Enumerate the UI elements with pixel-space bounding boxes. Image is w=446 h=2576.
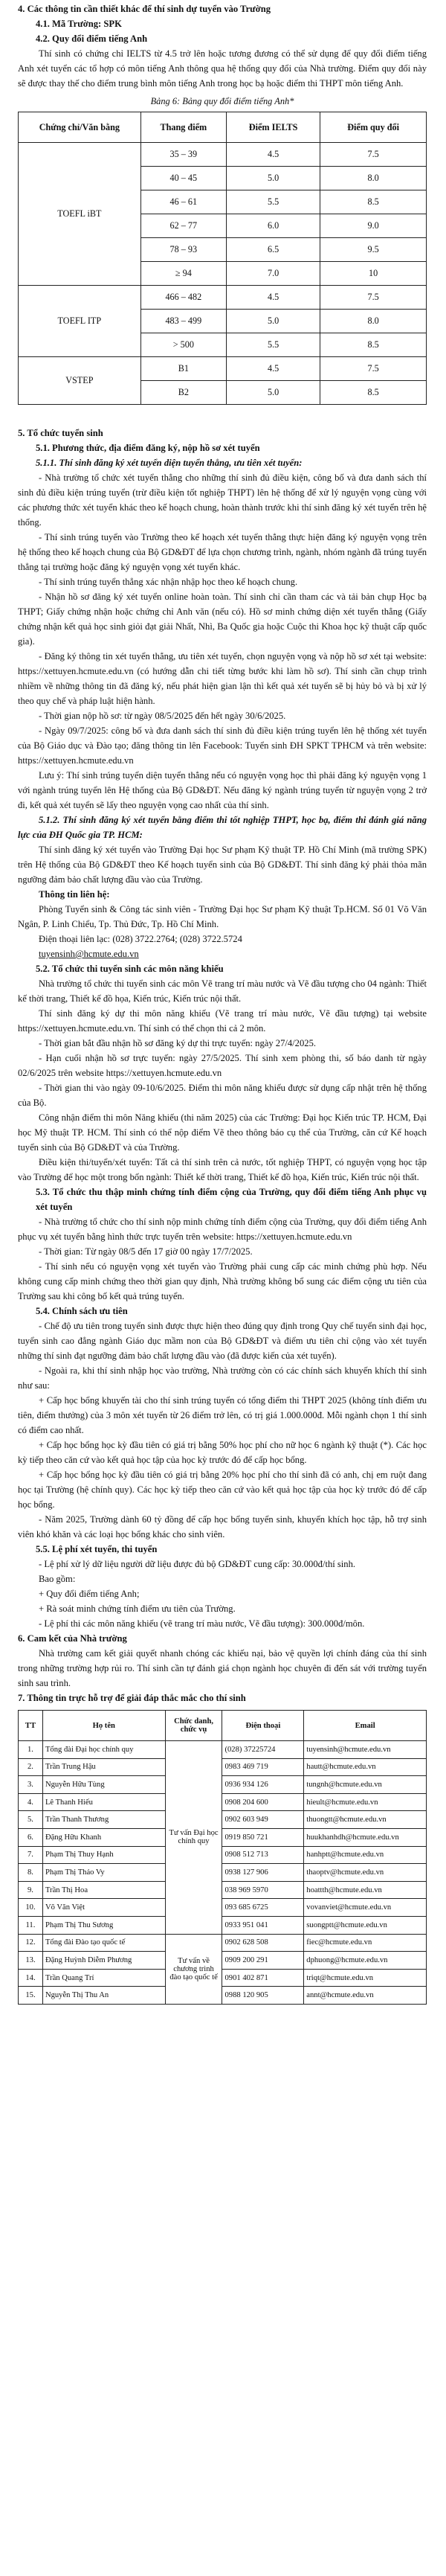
cert-name-cell: TOEFL iBT (19, 143, 141, 286)
section-5-1-title: 5.1. Phương thức, địa điểm đăng ký, nộp hồ sơ xét tuyển (36, 443, 260, 453)
support-phone-cell: 0938 127 906 (222, 1864, 304, 1882)
paragraph: - Hạn cuối nhận hồ sơ trực tuyến: ngày 27/5/2025. Thí sinh xem phòng thi, số báo danh từ ngày 02/6/2025 trên website https://xettuyen.hcmute.edu.vn (18, 1053, 427, 1078)
scale-cell: 40 – 45 (140, 167, 226, 190)
table-header-ielts: Điểm IELTS (226, 112, 320, 143)
support-phone-cell: 0908 512 713 (222, 1846, 304, 1864)
converted-cell: 8.0 (320, 167, 427, 190)
support-phone-cell: 0936 934 126 (222, 1776, 304, 1794)
support-phone-cell: 0909 200 291 (222, 1952, 304, 1970)
cert-name-cell: TOEFL ITP (19, 286, 141, 357)
support-table-row (19, 1828, 427, 1846)
paragraph: - Thời gian thi vào ngày 09-10/6/2025. Điểm thi môn năng khiếu được sử dụng cấp nhật trên hệ thống của Bộ. (18, 1083, 427, 1108)
support-name-cell: Nguyễn Thị Thu An (42, 1987, 165, 2005)
support-tt-cell: 12. (19, 1934, 43, 1952)
support-table-row (19, 1793, 427, 1811)
support-tt-cell: 14. (19, 1969, 43, 1987)
support-email-cell[interactable]: thaoptv@hcmute.edu.vn (304, 1864, 427, 1882)
support-email-cell[interactable]: triqt@hcmute.edu.vn (304, 1969, 427, 1987)
support-tt-cell: 1. (19, 1741, 43, 1759)
paragraph: - Lệ phí thi các môn năng khiếu (vẽ trang trí màu nước, Vẽ đầu tượng): 300.000đ/môn. (39, 1618, 365, 1629)
support-name-cell: Phạm Thị Thảo Vy (42, 1864, 165, 1882)
support-tt-cell: 3. (19, 1776, 43, 1794)
support-table-row (19, 1741, 427, 1759)
support-email-cell[interactable]: annt@hcmute.edu.vn (304, 1987, 427, 2005)
support-phone-cell: 038 969 5970 (222, 1881, 304, 1899)
support-role-cell: Tư vấn về chương trình đào tạo quốc tế (165, 1934, 222, 2004)
converted-cell: 8.5 (320, 381, 427, 405)
paragraph: - Ngoài ra, khi thí sinh nhập học vào trường, Nhà trường còn có các chính sách khuyến khích thí sinh như sau: (18, 1365, 427, 1391)
scale-cell: 466 – 482 (140, 286, 226, 310)
support-name-cell: Võ Văn Việt (42, 1899, 165, 1917)
table-header-scale: Thang điểm (140, 112, 226, 143)
cert-name-cell: VSTEP (19, 357, 141, 405)
support-email-cell[interactable]: hanhptt@hcmute.edu.vn (304, 1846, 427, 1864)
school-code-heading: 4.1. Mã Trường: SPK (36, 19, 122, 29)
scale-cell: 483 – 499 (140, 310, 226, 333)
support-email-cell[interactable]: hieult@hcmute.edu.vn (304, 1793, 427, 1811)
support-table-row (19, 1758, 427, 1776)
support-name-cell: Đặng Huỳnh Diễm Phương (42, 1952, 165, 1970)
converted-cell: 8.5 (320, 190, 427, 214)
support-name-cell: Tổng đài Đại học chính quy (42, 1741, 165, 1759)
ielts-cell: 5.5 (226, 190, 320, 214)
scale-cell: B1 (140, 357, 226, 381)
ielts-cell: 4.5 (226, 357, 320, 381)
support-tt-cell: 7. (19, 1846, 43, 1864)
support-tt-cell: 6. (19, 1828, 43, 1846)
scale-cell: > 500 (140, 333, 226, 357)
paragraph: - Chế độ ưu tiên trong tuyển sinh được thực hiện theo đúng quy định trong Quy chế tuyển sinh đại học, tuyển sinh cao đẳng ngành Giáo dục mầm non của Bộ GD&ĐT và điểm ưu tiên chỉ cộng vào xét tuyển những thí sinh đạt ngưỡng đảm bảo chất lượng đầu vào (đã được kiến của xét tuyển). (18, 1321, 427, 1361)
paragraph: - Thời gian nộp hồ sơ: từ ngày 08/5/2025 đến hết ngày 30/6/2025. (39, 711, 286, 721)
support-role-cell: Tư vấn Đại học chính quy (165, 1741, 222, 1935)
converted-cell: 9.5 (320, 238, 427, 262)
support-email-cell[interactable]: hautt@hcmute.edu.vn (304, 1758, 427, 1776)
support-name-cell: Trần Thị Hoa (42, 1881, 165, 1899)
converted-cell: 7.5 (320, 357, 427, 381)
english-conversion-heading: 4.2. Quy đổi điểm tiếng Anh (36, 33, 148, 44)
support-table-row (19, 1952, 427, 1970)
section-5-1-2-title: 5.1.2. Thí sinh đăng ký xét tuyển bằng điểm thi tốt nghiệp THPT, học bạ, điểm thi đánh giá năng lực của ĐH Quốc gia TP. HCM: (18, 815, 427, 840)
contact-address: Phòng Tuyển sinh & Công tác sinh viên - Trường Đại học Sư phạm Kỹ thuật Tp.HCM. Số 01 Võ Văn Ngân, P. Linh Chiểu, Tp. Thủ Đức, Tp. Hồ Chí Minh. (18, 904, 427, 929)
support-phone-cell: 0919 850 721 (222, 1828, 304, 1846)
support-header-role: Chức danh, chức vụ (165, 1711, 222, 1741)
support-tt-cell: 10. (19, 1899, 43, 1917)
support-email-cell[interactable]: tuyensinh@hcmute.edu.vn (304, 1741, 427, 1759)
scale-cell: 35 – 39 (140, 143, 226, 167)
support-email-cell[interactable]: tungnh@hcmute.edu.vn (304, 1776, 427, 1794)
english-conversion-table (18, 112, 427, 405)
support-table-row (19, 1776, 427, 1794)
support-name-cell: Phạm Thị Thuy Hạnh (42, 1846, 165, 1864)
table-header-cert: Chứng chỉ/Văn bằng (19, 112, 141, 143)
support-tt-cell: 4. (19, 1793, 43, 1811)
paragraph: - Thí sinh trúng tuyển thẳng xác nhận nhập học theo kế hoạch chung. (39, 577, 298, 587)
support-contact-table (18, 1710, 427, 2005)
support-tt-cell: 8. (19, 1864, 43, 1882)
ielts-cell: 4.5 (226, 286, 320, 310)
support-tt-cell: 11. (19, 1916, 43, 1934)
paragraph: Thí sinh đăng ký dự thi môn năng khiếu (Vẽ trang trí màu nước, Vẽ đầu tượng) tại website https://xettuyen.hcmute.edu.vn. Thí sinh có thể chọn thi cả 2 môn. (18, 1008, 427, 1034)
paragraph: + Cấp học bổng khuyến tài cho thí sinh trúng tuyển có tổng điểm thi THPT 2025 (không tính điểm ưu tiên, điểm thưởng) của 3 môn xét tuyển từ 26 điểm trở lên, có trị giá 1.000.000đ. Mỗi ngành chọn 1 thí sinh có điểm cao nhất. (18, 1395, 427, 1435)
ielts-cell: 5.5 (226, 333, 320, 357)
support-email-cell[interactable]: suongptt@hcmute.edu.vn (304, 1916, 427, 1934)
support-table-row (19, 1969, 427, 1987)
paragraph: + Rà soát minh chứng tính điểm ưu tiên của Trường. (39, 1603, 236, 1614)
support-phone-cell: 093 685 6725 (222, 1899, 304, 1917)
ielts-cell: 5.0 (226, 167, 320, 190)
support-table-row (19, 1934, 427, 1952)
converted-cell: 10 (320, 262, 427, 286)
paragraph: - Nhà trường tổ chức xét tuyển thẳng cho những thí sinh đủ điều kiện, công bố và đưa danh sách thí sinh đủ điều kiện trúng tuyển (trừ điều kiện tốt nghiệp THPT) lên hệ thống để xử lý nguyện vọng cùng với các phương thức xét tuyển khác theo kế hoạch chung, hoàn thành trước khi thí sinh đăng ký xét tuyển trên hệ thống. (18, 472, 427, 528)
support-table-row (19, 1864, 427, 1882)
ielts-cell: 6.5 (226, 238, 320, 262)
contact-phone: Điện thoại liên lạc: (028) 3722.2764; (028) 3722.5724 (39, 934, 242, 944)
paragraph: - Nhà trường tổ chức cho thí sinh nộp minh chứng tính điểm cộng của Trường, quy đổi điểm tiếng Anh phục vụ xét tuyển bằng hình thức trực tuyến trên website: https://xettuyen.hcmute.edu.vn (18, 1217, 427, 1242)
table-6-caption: Bảng 6: Bảng quy đổi điểm tiếng Anh* (150, 96, 294, 106)
support-phone-cell: 0933 951 041 (222, 1916, 304, 1934)
paragraph: - Nhận hồ sơ đăng ký xét tuyển online hoàn toàn. Thí sinh chỉ cần tham các và tải bản chụp Học bạ THPT; Giấy chứng nhận hoặc chứng chỉ Anh văn (nếu có). Hồ sơ minh chứng diện xét tuyển thẳng (Giấy chứng nhận kết quả học sinh giỏi đạt giải Nhất, Nhì, Ba Quốc gia hoặc Cuộc thi Khoa học kỹ thuật cấp quốc gia). (18, 592, 427, 647)
support-tt-cell: 5. (19, 1811, 43, 1829)
section-7-title: 7. Thông tin trực hỗ trợ để giải đáp thắc mắc cho thí sinh (18, 1693, 246, 1703)
support-table-row (19, 1811, 427, 1829)
support-phone-cell: 0983 469 719 (222, 1758, 304, 1776)
ielts-cell: 7.0 (226, 262, 320, 286)
support-table-row (19, 1987, 427, 2005)
paragraph: - Thời gian: Từ ngày 08/5 đến 17 giờ 00 ngày 17/7/2025. (39, 1246, 253, 1257)
paragraph: - Đăng ký thông tin xét tuyển thẳng, ưu tiên xét tuyển, chọn nguyện vọng và nộp hồ sơ xét tại website: https://xettuyen.hcmute.edu.vn (có hướng dẫn chi tiết từng bước khi làm hồ sơ). Thí sinh cần chụp trình nhiềm về những thông tin đã đăng ký, nếu phát hiện gian lận thì kết quả xét tuyển sẽ bị hủy bỏ và bị xử lý theo quy chế và pháp luật hiện hành. (18, 651, 427, 706)
converted-cell: 7.5 (320, 286, 427, 310)
support-phone-cell: 0902 628 508 (222, 1934, 304, 1952)
support-name-cell: Lê Thanh Hiếu (42, 1793, 165, 1811)
support-email-cell[interactable]: hoattth@hcmute.edu.vn (304, 1881, 427, 1899)
support-email-cell[interactable]: fiec@hcmute.edu.vn (304, 1934, 427, 1952)
support-phone-cell: 0908 204 600 (222, 1793, 304, 1811)
section-5-2-title: 5.2. Tổ chức thi tuyển sinh các môn năng khiếu (36, 964, 224, 974)
paragraph: + Cấp học bổng học kỳ đầu tiên có giá trị bằng 50% học phí cho nữ học 6 ngành kỹ thuật (*). Các học kỳ tiếp theo căn cứ vào kết quả học tập của học kỳ trước đó để cấp học bổng. (18, 1440, 427, 1465)
ielts-cell: 6.0 (226, 214, 320, 238)
paragraph: - Năm 2025, Trường dành 60 tỷ đồng để cấp học bổng tuyển sinh, khuyến khích học tập, hỗ trợ sinh viên khó khăn và các loại học bổng khác cho sinh viên. (18, 1514, 427, 1539)
paragraph: + Quy đổi điểm tiếng Anh; (39, 1589, 140, 1599)
paragraph: + Cấp học bổng học kỳ đầu tiên có giá trị bằng 20% học phí cho thí sinh đã có anh, chị em ruột đang học tại Trường (hệ chính quy). Các học kỳ tiếp theo căn cứ vào kết quả học tập của học kỳ trước đó để cấp học bổng. (18, 1470, 427, 1510)
table-header-converted: Điểm quy đổi (320, 112, 427, 143)
support-email-cell[interactable]: dphuong@hcmute.edu.vn (304, 1952, 427, 1970)
support-tt-cell: 9. (19, 1881, 43, 1899)
scale-cell: 78 – 93 (140, 238, 226, 262)
contact-email-link[interactable]: tuyensinh@hcmute.edu.vn (39, 949, 139, 959)
converted-cell: 9.0 (320, 214, 427, 238)
support-name-cell: Nguyễn Hữu Tùng (42, 1776, 165, 1794)
ielts-cell: 5.0 (226, 310, 320, 333)
section-4-title: 4. Các thông tin cần thiết khác để thí sinh dự tuyển vào Trường (18, 4, 271, 14)
converted-cell: 8.5 (320, 333, 427, 357)
paragraph: - Thí sinh nếu có nguyện vọng xét tuyển vào Trường phải cung cấp các minh chứng phù hợp. Nếu không cung cấp minh chứng theo thời gian quy định, Nhà trường không bổ sung các điểm cộng ưu tiên của Trường sau khi công bố kết quả trúng tuyển. (18, 1261, 427, 1301)
ielts-cell: 4.5 (226, 143, 320, 167)
note-paragraph: Lưu ý: Thí sinh trúng tuyển diện tuyển thẳng nếu có nguyện vọng học thì phải đăng ký nguyện vọng 1 với ngành trúng tuyển lên Hệ thống của Bộ GD&ĐT. Nếu đăng ký ngành trúng tuyển từ nguyện vọng 2 trở đi, kết quả xét tuyển sẽ lấy theo nguyện vọng cao nhất của thí sinh. (18, 770, 427, 810)
section-5-1-1-title: 5.1.1. Thí sinh đăng ký xét tuyển diện tuyển thẳng, ưu tiên xét tuyển: (36, 458, 303, 468)
support-name-cell: Đặng Hữu Khanh (42, 1828, 165, 1846)
paragraph: Nhà trường tổ chức thi tuyển sinh các môn Vẽ trang trí màu nước và Vẽ đầu tượng cho 04 ngành: Thiết kế thời trang, Thiết kế đồ họa, Kiến trúc, Kiến trúc nội thất. (18, 978, 427, 1004)
support-name-cell: Trần Trung Hậu (42, 1758, 165, 1776)
support-tt-cell: 13. (19, 1952, 43, 1970)
support-table-row (19, 1899, 427, 1917)
converted-cell: 8.0 (320, 310, 427, 333)
scale-cell: B2 (140, 381, 226, 405)
support-phone-cell: (028) 37225724 (222, 1741, 304, 1759)
support-tt-cell: 15. (19, 1987, 43, 2005)
scale-cell: ≥ 94 (140, 262, 226, 286)
paragraph: Điều kiện thi/tuyển/xét tuyển: Tất cả thí sinh trên cả nước, tốt nghiệp THPT, có nguyện vọng học tập vào Trường để học một trong bốn ngành: Thiết kế thời trang, Thiết kế đồ họa, Kiến trúc, Kiến trúc nội thất. (18, 1157, 427, 1182)
support-tt-cell: 2. (19, 1758, 43, 1776)
support-name-cell: Tổng đài Đào tạo quốc tế (42, 1934, 165, 1952)
support-email-cell[interactable]: vovanviet@hcmute.edu.vn (304, 1899, 427, 1917)
paragraph: - Lệ phí xử lý dữ liệu người dữ liệu được đủ bộ GD&ĐT cung cấp: 30.000đ/thí sinh. (39, 1559, 356, 1569)
ielts-cell: 5.0 (226, 381, 320, 405)
contact-heading: Thông tin liên hệ: (39, 889, 110, 900)
paragraph: - Ngày 09/7/2025: công bố và đưa danh sách thí sinh đủ điều kiện trúng tuyển lên hệ thống xét tuyển của Bộ Giáo dục và Đào tạo; đăng thông tin lên Facebook: Tuyển sinh ĐH SPKT TPHCM và trên website: https://xettuyen.hcmute.edu.vn (18, 725, 427, 766)
table-row (19, 357, 427, 381)
section-5-title: 5. Tổ chức tuyển sinh (18, 428, 103, 438)
support-email-cell[interactable]: huukhanhdh@hcmute.edu.vn (304, 1828, 427, 1846)
support-name-cell: Trần Quang Trí (42, 1969, 165, 1987)
support-name-cell: Trần Thanh Thương (42, 1811, 165, 1829)
support-header-phone: Điện thoại (222, 1711, 304, 1741)
support-table-row (19, 1881, 427, 1899)
section-5-4-title: 5.4. Chính sách ưu tiên (36, 1306, 128, 1316)
support-phone-cell: 0902 603 949 (222, 1811, 304, 1829)
paragraph: Thí sinh đăng ký xét tuyển vào Trường Đại học Sư phạm Kỹ thuật TP. Hồ Chí Minh (mã trường SPK) trên Hệ thống của Bộ GD&ĐT theo Kế hoạch tuyển sinh của Bộ GD&ĐT. Thí sinh đăng ký phải thỏa mãn ngưỡng đảm bảo chất lượng đầu vào của Trường. (18, 845, 427, 885)
support-phone-cell: 0901 402 871 (222, 1969, 304, 1987)
support-header-tt: TT (19, 1711, 43, 1741)
table-row (19, 143, 427, 167)
section-6-title: 6. Cam kết của Nhà trường (18, 1633, 127, 1644)
support-table-row (19, 1916, 427, 1934)
table-row (19, 286, 427, 310)
paragraph: - Thời gian bắt đầu nhận hồ sơ đăng ký dự thi trực tuyến: ngày 27/4/2025. (39, 1038, 317, 1048)
paragraph: Nhà trường cam kết giải quyết nhanh chóng các khiếu nại, bảo vệ quyền lợi chính đáng của thí sinh trong những trường hợp rủi ro. Thí sinh cần tự đánh giá chọn ngành học chuyên đi đến sát với trường tuyển sinh sau trình. (18, 1648, 427, 1688)
paragraph: Công nhận điểm thi môn Năng khiếu (thi năm 2025) của các Trường: Đại học Kiến trúc TP. HCM, Đại học Mỹ thuật TP. HCM. Thí sinh có thể nộp điểm Vẽ theo thông báo cụ thể của Trường, căn cứ Kế hoạch tuyển sinh của Bộ GD&ĐT và của Trường. (18, 1112, 427, 1153)
support-phone-cell: 0988 120 905 (222, 1987, 304, 2005)
paragraph: - Thí sinh trúng tuyển vào Trường theo kế hoạch xét tuyển thẳng thực hiện đăng ký nguyện vọng trên hệ thống theo kế hoạch chung của Bộ GD&ĐT để lựa chọn chương trình, ngành, nhóm ngành đã trúng tuyển thẳng tại trường hoặc đăng ký nguyện vọng xét tuyển khác. (18, 532, 427, 572)
paragraph: Bao gồm: (39, 1574, 76, 1584)
section-5-3-title: 5.3. Tổ chức thu thập minh chứng tính điểm cộng của Trường, quy đổi điểm tiếng Anh phục vụ xét tuyển (36, 1187, 427, 1212)
scale-cell: 62 – 77 (140, 214, 226, 238)
support-header-name: Họ tên (42, 1711, 165, 1741)
support-email-cell[interactable]: thuongtt@hcmute.edu.vn (304, 1811, 427, 1829)
scale-cell: 46 – 61 (140, 190, 226, 214)
support-name-cell: Phạm Thị Thu Sương (42, 1916, 165, 1934)
english-conversion-paragraph: Thí sinh có chứng chỉ IELTS từ 4.5 trở lên hoặc tương đương có thể sử dụng để quy đổi điểm tiếng Anh xét tuyển các tổ hợp có môn tiếng Anh thông qua hệ thống quy đổi của Nhà trường. Điểm quy đổi này sẽ được thay thế cho điểm trung bình môn tiếng Anh trong học bạ hoặc điểm thi THPT môn tiếng Anh. (18, 48, 427, 89)
converted-cell: 7.5 (320, 143, 427, 167)
support-table-row (19, 1846, 427, 1864)
support-header-email: Email (304, 1711, 427, 1741)
section-5-5-title: 5.5. Lệ phí xét tuyển, thi tuyển (36, 1544, 158, 1554)
